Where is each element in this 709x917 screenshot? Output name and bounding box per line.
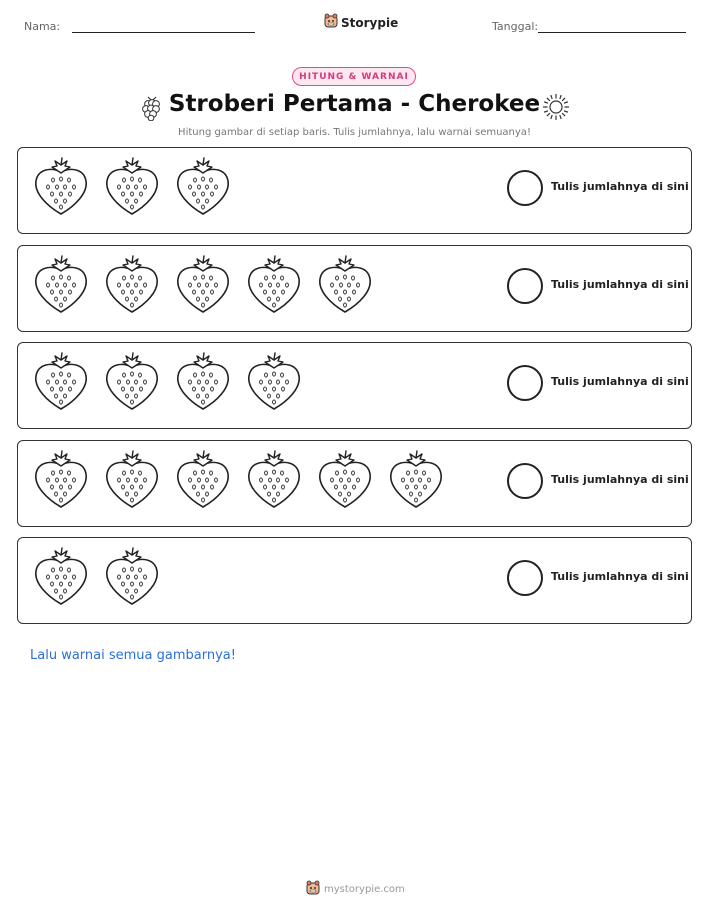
strawberry-icon [31, 254, 102, 316]
strawberry-icon [173, 254, 244, 316]
site-footer [306, 880, 405, 899]
answer-circle[interactable] [507, 268, 543, 304]
strawberry-icon [31, 351, 102, 413]
answer-circle[interactable] [507, 170, 543, 206]
answer-label: Tulis jumlahnya di sini [551, 375, 689, 388]
storypie-logo-icon [324, 13, 338, 32]
answer-label: Tulis jumlahnya di sini [551, 180, 689, 193]
strawberry-icon [173, 449, 244, 511]
strawberry-icon [315, 449, 386, 511]
strawberry-icon [31, 546, 102, 608]
date-label: Tanggal: [492, 20, 539, 33]
name-label: Nama: [24, 20, 61, 33]
strawberry-icon [244, 449, 315, 511]
instructions: Hitung gambar di setiap baris. Tulis jumlahnya, lalu warnai semuanya! [178, 127, 531, 138]
strawberry-icon [31, 449, 102, 511]
fruit-group [31, 546, 173, 608]
answer-label: Tulis jumlahnya di sini [551, 278, 689, 291]
answer-circle[interactable] [507, 365, 543, 401]
sun-icon [542, 93, 570, 125]
name-field[interactable] [72, 32, 255, 33]
brand [324, 13, 398, 32]
count-row [17, 440, 692, 527]
strawberry-icon [102, 351, 173, 413]
fruit-group [31, 156, 244, 218]
strawberry-icon [31, 156, 102, 218]
count-row [17, 147, 692, 234]
strawberry-icon [102, 546, 173, 608]
answer-label: Tulis jumlahnya di sini [551, 473, 689, 486]
site-url: mystorypie.com [324, 884, 405, 895]
fruit-group [31, 351, 315, 413]
footer-instruction: Lalu warnai semua gambarnya! [30, 648, 236, 663]
count-row [17, 245, 692, 332]
storypie-logo-icon [306, 880, 320, 899]
activity-badge: HITUNG & WARNAI [292, 67, 416, 86]
fruit-group [31, 449, 457, 511]
strawberry-icon [315, 254, 386, 316]
strawberry-icon [102, 449, 173, 511]
date-field[interactable] [538, 32, 686, 33]
brand-name: Storypie [341, 15, 399, 30]
strawberry-icon [386, 449, 457, 511]
strawberry-icon [173, 351, 244, 413]
count-row [17, 342, 692, 429]
strawberry-icon [173, 156, 244, 218]
fruit-group [31, 254, 386, 316]
page-title: Stroberi Pertama - Cherokee [168, 91, 541, 117]
strawberry-icon [102, 156, 173, 218]
strawberry-icon [102, 254, 173, 316]
count-row [17, 537, 692, 624]
strawberry-icon [244, 351, 315, 413]
answer-circle[interactable] [507, 463, 543, 499]
strawberry-icon [244, 254, 315, 316]
answer-circle[interactable] [507, 560, 543, 596]
answer-label: Tulis jumlahnya di sini [551, 570, 689, 583]
